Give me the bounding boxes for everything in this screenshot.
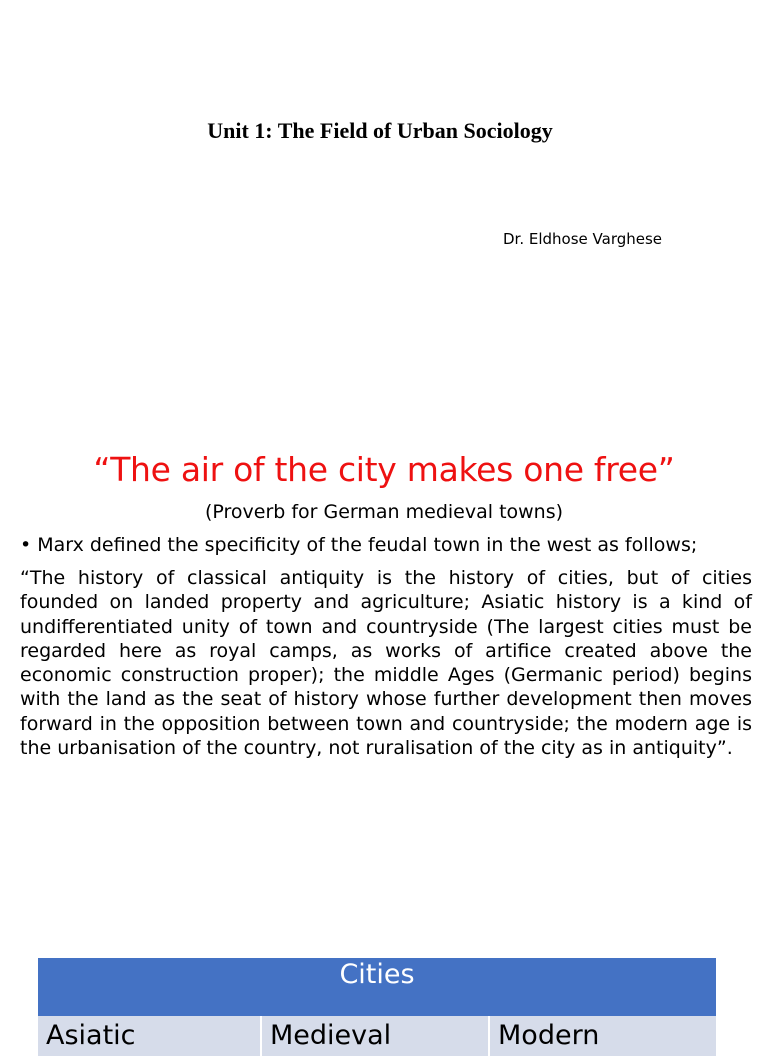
table-cell-medieval: Medieval <box>260 1016 488 1056</box>
table-cell-asiatic: Asiatic <box>46 1020 136 1051</box>
table-cell-modern: Modern <box>488 1016 716 1056</box>
proverb-quote: “The air of the city makes one free” <box>93 450 675 489</box>
page-title: Unit 1: The Field of Urban Sociology <box>207 118 553 143</box>
cities-table <box>38 958 716 1051</box>
bullet-point: • Marx defined the specificity of the feudal town in the west as follows; <box>20 534 698 556</box>
table-header-cities: Cities <box>339 959 415 990</box>
author-name: Dr. Eldhose Varghese <box>503 230 663 248</box>
proverb-source: (Proverb for German medieval towns) <box>204 501 564 523</box>
marx-quote-paragraph: “The history of classical antiquity is the history of cities, but of cities founded on landed property and agriculture; Asiatic history is a kind of undifferentiated unity of town and countryside (The largest cities must be regarded here as royal camps, as works of artifice created above the economic construction proper); the middle Ages (Germanic period) begins with the land as the seat of history whose further development then moves forward in the opposition between town and countryside; the modern age is the urbanisation of the country, not ruralisation of the city as in antiquity”. <box>20 567 752 760</box>
table-row <box>38 1016 716 1056</box>
